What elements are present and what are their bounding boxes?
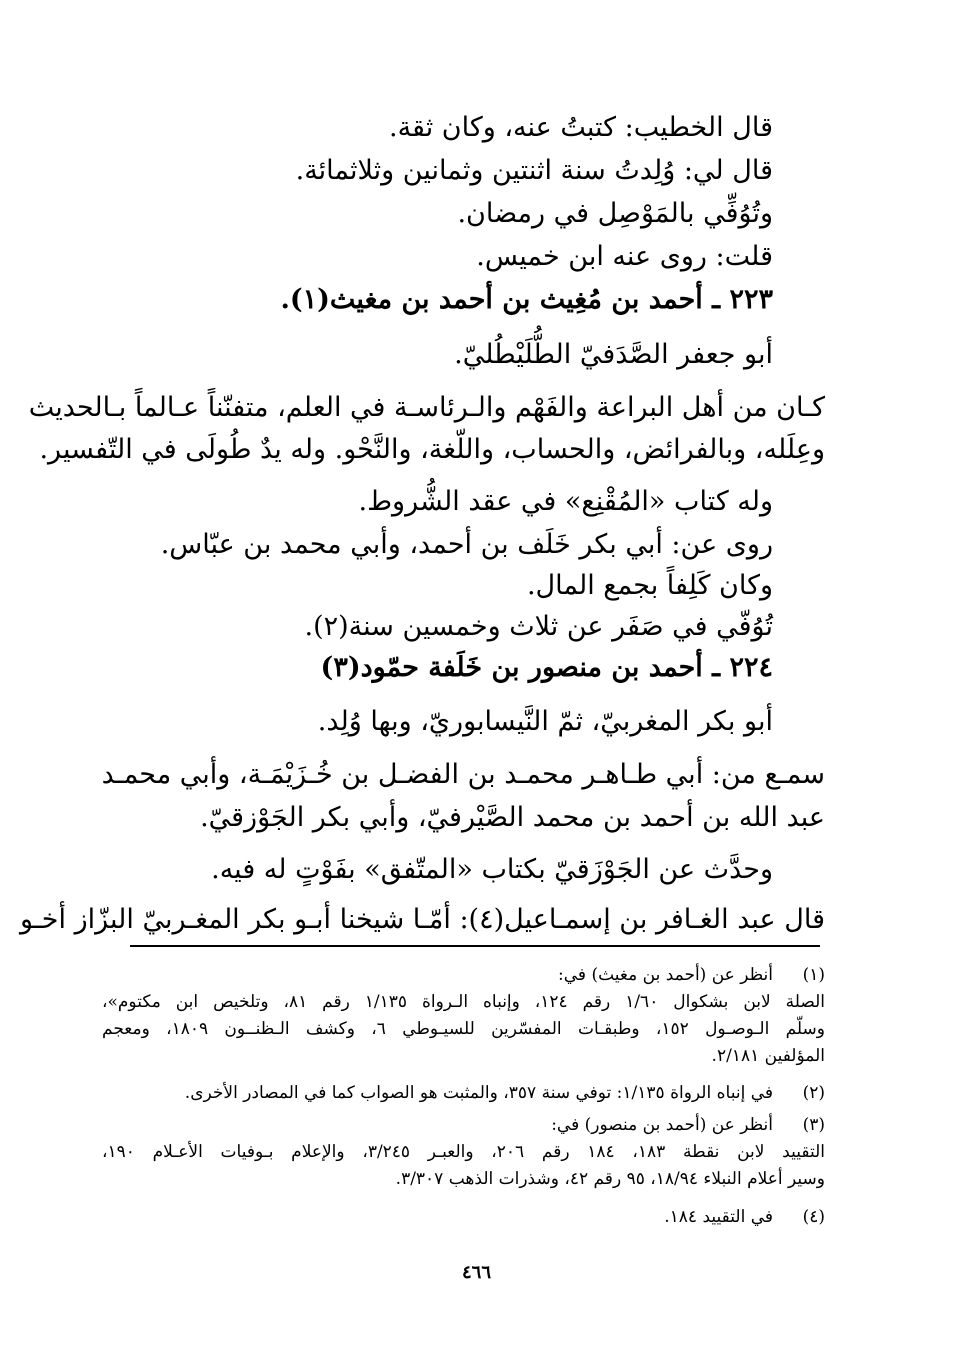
footnote-line: وسلّم الـوصـول ١٥٢، وطبقـات المفسّرين للسيـوطي ٦، وكشف الـظنــون ١٨٠٩، ومعجم	[102, 1019, 825, 1039]
footnote-line: أنظر عن (أحمد بن منصور) في:	[551, 1115, 773, 1135]
body-line: قال عبد الغـافر بن إسمـاعيل(٤): أمّـا شيخنا أبـو بكر المغـربيّ البزّاز أخـو	[19, 904, 825, 935]
body-line: وله كتاب «المُقْنِع» في عقد الشُّروط.	[358, 486, 773, 517]
footnote-number: (٣)	[802, 1115, 825, 1135]
body-line: تُوُفّي في صَفَر عن ثلاث وخمسين سنة(٢).	[304, 611, 773, 642]
footnote-number: (٤)	[802, 1207, 825, 1227]
body-line: قلت: روى عنه ابن خميس.	[476, 241, 773, 272]
footnote-line: أنظر عن (أحمد بن مغيث) في:	[558, 965, 773, 985]
body-line: كـان من أهل البراعة والفَهْم والـرئاسـة في العلم، متفنّناً عـالماً بـالحديث	[28, 392, 825, 423]
body-line: قال لي: وُلِدتُ سنة اثنتين وثمانين وثلاثمائة.	[295, 155, 773, 186]
footnote-line: في إنباه الرواة ١/١٣٥: توفي سنة ٣٥٧، والمثبت هو الصواب كما في المصادر الأخرى.	[184, 1083, 773, 1103]
entry-heading: ٢٢٤ ـ أحمد بن منصور بن خَلَفة حمّود(٣)	[320, 652, 773, 683]
body-line: روى عن: أبي بكر خَلَف بن أحمد، وأبي محمد بن عبّاس.	[160, 529, 773, 560]
footnote-line: في التقييد ١٨٤.	[664, 1207, 773, 1227]
body-line: وعِلَله، وبالفرائض، والحساب، واللّغة، والنَّحْو. وله يدٌ طُولَى في التّفسير.	[39, 434, 825, 465]
body-line: وتُوُفِّي بالمَوْصِل في رمضان.	[457, 198, 773, 229]
footnote-number: (١)	[802, 965, 825, 985]
page-number: ٤٦٦	[461, 1262, 491, 1283]
body-line: وكان كَلِفاً بجمع المال.	[526, 570, 773, 601]
footnote-number: (٢)	[802, 1083, 825, 1103]
footnote-separator	[130, 945, 820, 947]
body-line: أبو بكر المغربيّ، ثمّ النَّيسابوريّ، وبها وُلِد.	[317, 706, 773, 737]
body-line: عبد الله بن أحمد بن محمد الصَّيْرفيّ، وأبي بكر الجَوْزقيّ.	[200, 802, 825, 833]
entry-heading: ٢٢٣ ـ أحمد بن مُغِيث بن أحمد بن مغيث(١).	[280, 284, 773, 315]
footnote-line: الصلة لابن بشكوال ١/٦٠ رقم ١٢٤، وإنباه الـرواة ١/١٣٥ رقم ٨١، وتلخيص ابن مكتوم»،	[102, 992, 826, 1012]
footnote-line: التقييد لابن نقطة ١٨٣، ١٨٤ رقم ٢٠٦، والعبـر ٣/٢٤٥، والإعلام بـوفيات الأعـلام ١٩٠،	[102, 1142, 825, 1162]
body-line: أبو جعفر الصَّدَفيّ الطُّلَيْطُليّ.	[454, 339, 773, 370]
footnote-line: المؤلفين ٢/١٨١.	[711, 1046, 825, 1066]
footnote-line: وسير أعلام النبلاء ١٨/٩٤، ٩٥ رقم ٤٢، وشذرات الذهب ٣/٣٠٧.	[395, 1169, 825, 1189]
body-line: قال الخطيب: كتبتُ عنه، وكان ثقة.	[388, 112, 773, 143]
body-line: وحدَّث عن الجَوْزَقيّ بكتاب «المتّفق» بفَوْتٍ له فيه.	[211, 854, 773, 885]
body-line: سمـع من: أبي طـاهـر محمـد بن الفضـل بن خُـزَيْمَـة، وأبي محمـد	[101, 759, 825, 790]
